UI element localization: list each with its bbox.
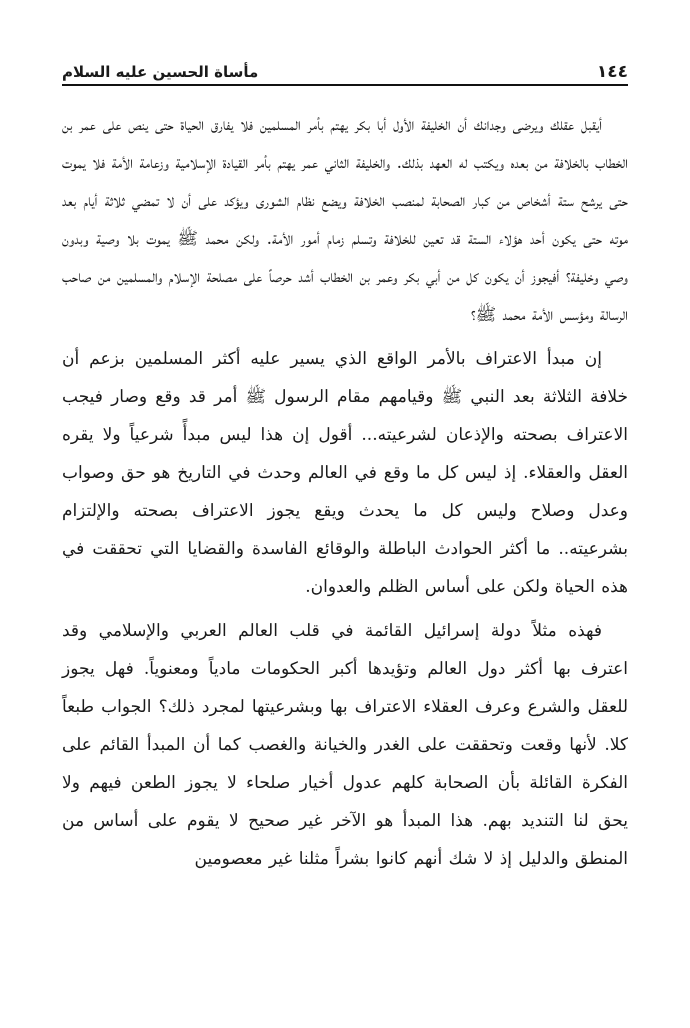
page-header (62, 48, 628, 82)
page-number: ١٤٤ (596, 62, 628, 82)
header-rule (62, 84, 628, 86)
paragraph-3: فهذه مثلاً دولة إسرائيل القائمة في قلب العالم العربي والإسلامي وقد اعترف بها أكثر دول العالم وتؤيدها أكبر الحكومات مادياً ومعنوياً. فهل يجوز للعقل والشرع وعرف العقلاء الاعتراف بها وبشرعيتها لمجرد ذلك؟ الجواب طبعاً كلا. لأنها وقعت وتحققت على الغدر والخيانة والغصب كما أن المبدأ القائم على الفكرة القائلة بأن الصحابة كلهم عدول أخيار صلحاء لا يجوز الطعن فيهم ولا يحق لنا التنديد بهم. هذا المبدأ هو الآخر غير صحيح لا يقوم على أساس من المنطق والدليل إذ لا شك أنهم كانوا بشراً مثلنا غير معصومين (62, 621, 628, 869)
paragraph-1: أيقبل عقلك ويرضى وجدانك أن الخليفة الأول أبا بكر يهتم بأمر المسلمين فلا يفارق الحياة حتى ينص على عمر بن الخطاب بالخلافة من بعده ويكتب له العهد بذلك. والخليفة الثاني عمر يهتم بأمر القيادة الإسلامية وزعامة الأمة فلا يموت حتى يرشح ستة أشخاص من كبار الصحابة لمنصب الخلافة ويضع نظام الشورى ويؤكد على أن لا تمضي ثلاثة أيام بعد موته حتى يكون أحد هؤلاء الستة قد تعين للخلافة وتسلم زمام أمور الأمة. ولكن محمد ﷺ يموت بلا وصية وبدون وصي وخليفة؟ أفيجوز أن يكون كل من أبي بكر وعمر بن الخطاب أشد حرصاً على مصلحة الإسلام والمسلمين من صاحب الرسالة ومؤسس الأمة محمد ﷺ؟ (62, 115, 628, 325)
paragraph-2: إن مبدأ الاعتراف بالأمر الواقع الذي يسير عليه أكثر المسلمين بزعم أن خلافة الثلاثة بعد النبي ﷺ وقيامهم مقام الرسول ﷺ أمر قد وقع وصار فيجب الاعتراف بصحته والإذعان لشرعيته... أقول إن هذا ليس مبدأً شرعياً ولا يقره العقل والعقلاء. إذ ليس كل ما وقع في العالم وحدث في التاريخ هو حق وصواب وعدل وصلاح وليس كل ما يحدث ويقع يجوز الاعتراف بصحته والإلتزام بشرعيته.. ما أكثر الحوادث الباطلة والوقائع الفاسدة والقضايا التي تحققت في هذه الحياة ولكن على أساس الظلم والعدوان. (62, 349, 628, 597)
body-text (62, 106, 628, 884)
running-title: مأساة الحسين عليه السلام (62, 63, 259, 81)
